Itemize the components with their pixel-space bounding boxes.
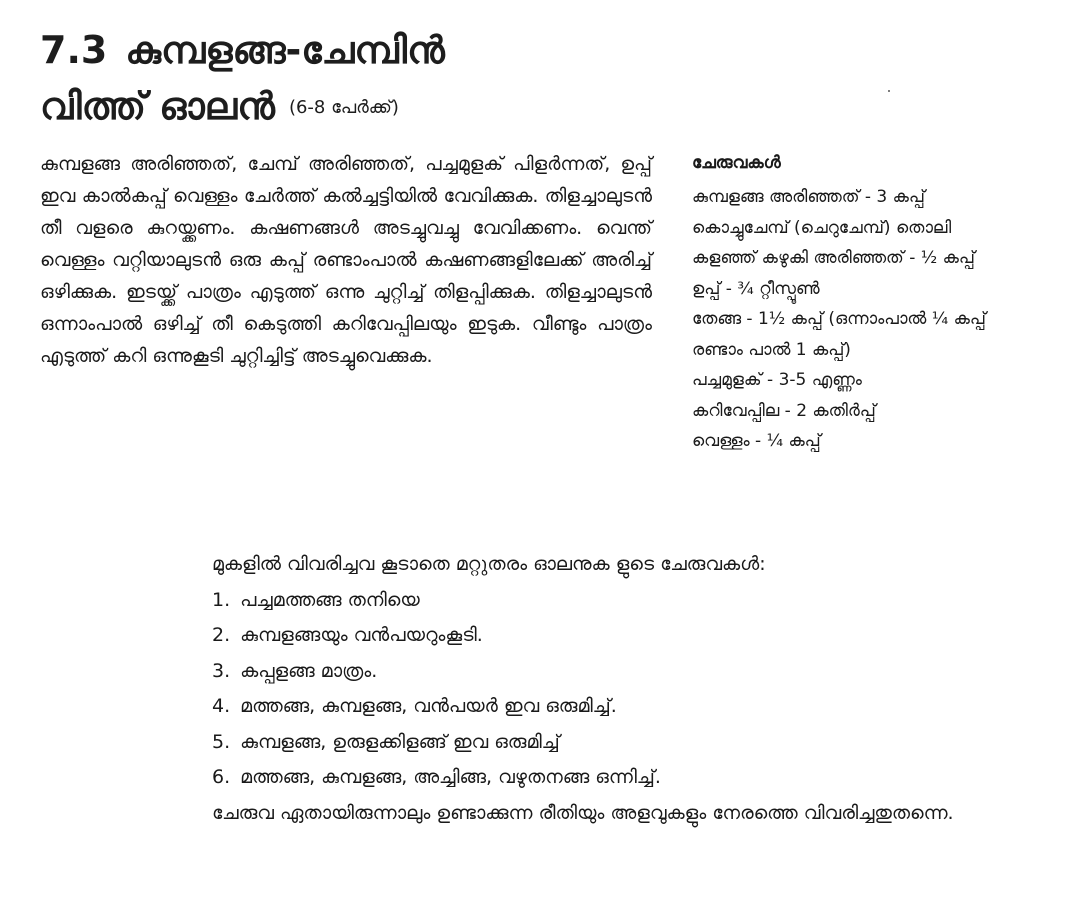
variant-index: 4. xyxy=(212,695,231,717)
title-line-2 xyxy=(40,78,660,136)
ingredient-item: കളഞ്ഞ് കഴുകി അരിഞ്ഞത് - ½ കപ്പ് xyxy=(692,248,975,268)
ingredient-item: പച്ചമുളക് - 3-5 എണ്ണം xyxy=(692,370,862,390)
ingredient-item: കുമ്പളങ്ങ അരിഞ്ഞത് - 3 കപ്പ് xyxy=(692,187,925,207)
title-text-line-2: വിത്ത് ഓലൻ xyxy=(40,84,275,128)
variant-text: മത്തങ്ങ, കുമ്പളങ്ങ, വൻപയർ ഇവ ഒരുമിച്ച്. xyxy=(240,695,617,717)
title-line-1 xyxy=(40,22,660,78)
ingredient-item: കറിവേപ്പില - 2 കതിർപ്പ് xyxy=(692,400,876,421)
ingredient-item: രണ്ടാം പാൽ 1 കപ്പ്) xyxy=(692,339,851,360)
variant-index: 2. xyxy=(212,624,231,646)
variant-index: 6. xyxy=(212,766,231,788)
variant-item xyxy=(212,760,980,796)
scan-speck xyxy=(888,90,890,92)
variant-item xyxy=(212,618,980,654)
variant-text: കുമ്പളങ്ങ, ഉരുളക്കിളങ്ങ് ഇവ ഒരുമിച്ച് xyxy=(240,730,560,753)
ingredient-item: കൊച്ചുചേമ്പ് (ചെറുചേമ്പ്) തൊലി xyxy=(692,217,952,238)
variant-text: പച്ചമത്തങ്ങ തനിയെ xyxy=(240,588,420,611)
variant-item xyxy=(212,583,980,619)
variant-index: 3. xyxy=(212,659,231,682)
variant-text: കപ്പളങ്ങ മാത്രം. xyxy=(240,659,378,682)
closing-note: ചേരുവ ഏതായിരുന്നാലും ഉണ്ടാക്കുന്ന രീതിയും അളവുകളും നേരത്തെ വിവരിച്ചതുതന്നെ. xyxy=(212,801,954,824)
variants-section xyxy=(160,547,980,831)
variant-index: 1. xyxy=(212,588,231,611)
method-text: കുമ്പളങ്ങ അരിഞ്ഞത്, ചേമ്പ് അരിഞ്ഞത്, പച്ചമുളക് പിളർന്നത്, ഉപ്പ് ഇവ കാൽകപ്പ് വെള്ളം ചേർത്ത് കൽച്ചട്ടിയിൽ വേവിക്കുക. തിളച്ചാലുടൻ തീ വളരെ കുറയ്ക്കണം. കഷണങ്ങൾ അടച്ചുവച്ചു വേവിക്കണം. വെന്ത് വെള്ളം വറ്റിയാലുടൻ ഒരു കപ്പ് രണ്ടാംപാൽ കഷണങ്ങളിലേക്ക് അരിച്ച് ഒഴിക്കുക. ഇടയ്ക്ക് പാത്രം എടുത്ത് ഒന്നു ചുറ്റിച്ച് തിളപ്പിക്കുക. തിളച്ചാലുടൻ ഒന്നാംപാൽ ഒഴിച്ച് തീ കെടുത്തി കറിവേപ്പിലയും ഇടുക. വീണ്ടും പാത്രം എടുത്ത് കറി ഒന്നുകൂടി ചുറ്റിച്ചിട്ട് അടച്ചുവെക്കുക. xyxy=(40,153,652,367)
variant-item xyxy=(212,725,980,761)
ingredients-heading: ചേരുവകൾ xyxy=(692,153,781,173)
ingredient-item: ഉപ്പ് - ¾ റ്റീസ്പൂൺ xyxy=(692,278,820,299)
title-text-line-1: കുമ്പളങ്ങ-ചേമ്പിൻ xyxy=(125,28,445,72)
variant-item xyxy=(212,654,980,690)
variant-text: മത്തങ്ങ, കുമ്പളങ്ങ, അച്ചിങ്ങ, വഴുതനങ്ങ ഒന്നിച്ച്. xyxy=(240,766,661,788)
ingredient-item: തേങ്ങ - 1½ കപ്പ് (ഒന്നാംപാൽ ¼ കപ്പ് xyxy=(692,309,986,329)
serving-size: (6-8 പേർക്ക്) xyxy=(288,97,399,118)
ingredients-panel xyxy=(692,150,1072,457)
variant-index: 5. xyxy=(212,730,231,753)
variants-intro: മുകളിൽ വിവരിച്ചവ കൂടാതെ മറ്റുതരം ഓലനുക ളുടെ ചേരുവകൾ: xyxy=(212,553,766,575)
method-paragraph xyxy=(40,148,652,372)
recipe-title xyxy=(40,22,660,136)
variants-list xyxy=(160,583,980,796)
recipe-number: 7.3 xyxy=(40,28,108,72)
ingredient-item: വെള്ളം - ¼ കപ്പ് xyxy=(692,431,821,451)
variant-text: കുമ്പളങ്ങയും വൻപയറുംകൂടി. xyxy=(240,624,483,646)
variant-item xyxy=(212,689,980,725)
